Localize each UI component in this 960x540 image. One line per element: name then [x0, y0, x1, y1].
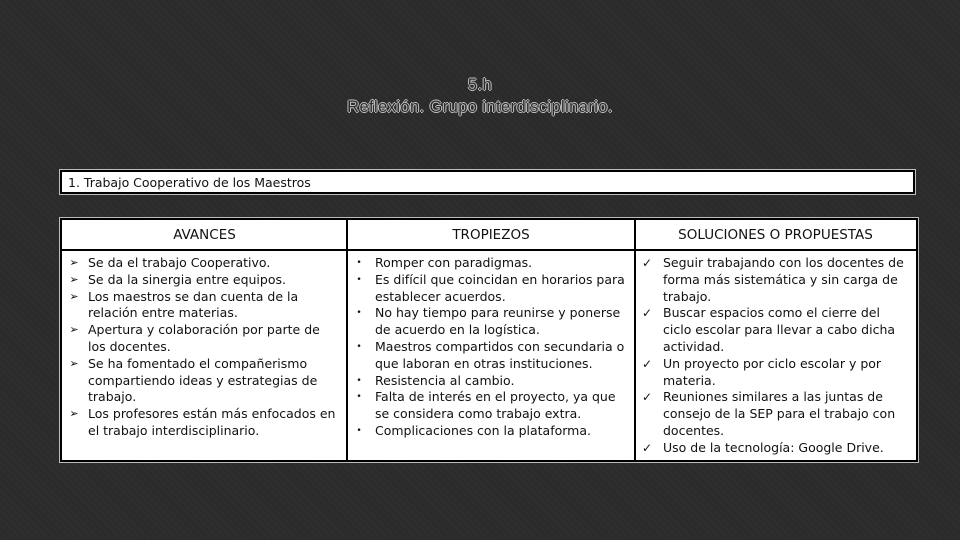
list-item-text: Maestros compartidos con secundaria o que laboran en otras instituciones. — [375, 338, 625, 371]
list-item — [62, 289, 338, 323]
arrowhead-bullet-icon: ➢ — [69, 407, 79, 421]
arrowhead-bullet-icon: ➢ — [69, 323, 79, 337]
list-item — [637, 255, 912, 305]
checkmark-bullet-icon: ✓ — [641, 356, 653, 371]
list-item-text: Es difícil que coincidan en horarios para establecer acuerdos. — [375, 271, 625, 304]
header-soluciones: SOLUCIONES O PROPUESTAS — [635, 220, 916, 251]
header-tropiezos: TROPIEZOS — [347, 220, 635, 251]
soluciones-list — [637, 255, 912, 457]
list-item-text: Buscar espacios como el cierre del ciclo escolar para llevar a cabo dicha actividad. — [663, 305, 896, 354]
list-item-text: No hay tiempo para reunirse y ponerse de acuerdo en la logística. — [375, 305, 621, 338]
list-item-text: Se da el trabajo Cooperativo. — [88, 255, 271, 270]
column-divider — [346, 220, 348, 460]
checkmark-bullet-icon: ✓ — [641, 256, 653, 270]
avances-list — [62, 255, 338, 440]
slide-title — [0, 74, 960, 118]
column-tropiezos — [349, 251, 634, 460]
reflection-table — [60, 218, 918, 462]
list-item — [349, 389, 628, 423]
arrowhead-bullet-icon: ➢ — [69, 272, 79, 286]
slide-title-text: Reflexión. Grupo interdisciplinario. — [347, 98, 613, 116]
dot-bullet-icon: • — [356, 341, 362, 352]
list-item — [349, 373, 628, 390]
list-item-text: Romper con paradigmas. — [375, 255, 533, 270]
dot-bullet-icon: • — [356, 258, 362, 268]
list-item-text: Un proyecto por ciclo escolar y por materia. — [663, 355, 882, 388]
arrowhead-bullet-icon: ➢ — [69, 256, 79, 269]
header-avances: AVANCES — [62, 220, 347, 251]
list-item — [62, 406, 338, 440]
list-item-text: Los profesores están más enfocados en el trabajo interdisciplinario. — [88, 406, 336, 438]
arrowhead-bullet-icon: ➢ — [69, 289, 79, 303]
list-item — [62, 272, 338, 289]
checkmark-bullet-icon: ✓ — [641, 306, 653, 321]
checkmark-bullet-icon: ✓ — [641, 390, 653, 405]
dot-bullet-icon: • — [356, 308, 362, 319]
list-item-text: Reuniones similares a las juntas de consejo de la SEP para el trabajo con docentes. — [663, 389, 896, 438]
list-item-text: Se ha fomentado el compañerismo compartiendo ideas y estrategias de trabajo. — [88, 355, 318, 405]
list-item — [62, 255, 338, 272]
arrowhead-bullet-icon: ➢ — [69, 356, 79, 370]
checkmark-bullet-icon: ✓ — [641, 440, 653, 455]
dot-bullet-icon: • — [356, 375, 362, 386]
slide-title-number: 5.h — [467, 76, 493, 94]
list-item — [637, 440, 912, 457]
list-item — [349, 423, 628, 440]
list-item — [637, 356, 912, 390]
dot-bullet-icon: • — [356, 392, 362, 403]
list-item — [637, 389, 912, 439]
list-item-text: Los maestros se dan cuenta de la relación entre materias. — [88, 288, 299, 321]
column-avances — [62, 251, 346, 460]
column-soluciones — [637, 251, 916, 460]
list-item — [349, 272, 628, 306]
dot-bullet-icon: • — [356, 274, 362, 285]
list-item — [62, 322, 338, 356]
list-item-text: Apertura y colaboración por parte de los docentes. — [88, 322, 320, 354]
section-heading: 1. Trabajo Cooperativo de los Maestros — [68, 175, 311, 190]
list-item — [62, 356, 338, 406]
section-heading-box — [60, 170, 915, 194]
list-item-text: Se da la sinergia entre equipos. — [88, 271, 286, 287]
list-item-text: Resistencia al cambio. — [375, 372, 515, 388]
list-item-text: Complicaciones con la plataforma. — [375, 422, 591, 438]
list-item — [349, 255, 628, 272]
list-item — [349, 305, 628, 339]
list-item — [637, 305, 912, 355]
dot-bullet-icon: • — [356, 425, 362, 436]
column-divider — [634, 220, 636, 460]
list-item-text: Uso de la tecnología: Google Drive. — [663, 439, 884, 455]
list-item-text: Seguir trabajando con los docentes de forma más sistemática y sin carga de trabajo. — [663, 255, 904, 304]
list-item-text: Falta de interés en el proyecto, ya que se considera como trabajo extra. — [375, 389, 616, 422]
tropiezos-list — [349, 255, 628, 440]
list-item — [349, 339, 628, 373]
